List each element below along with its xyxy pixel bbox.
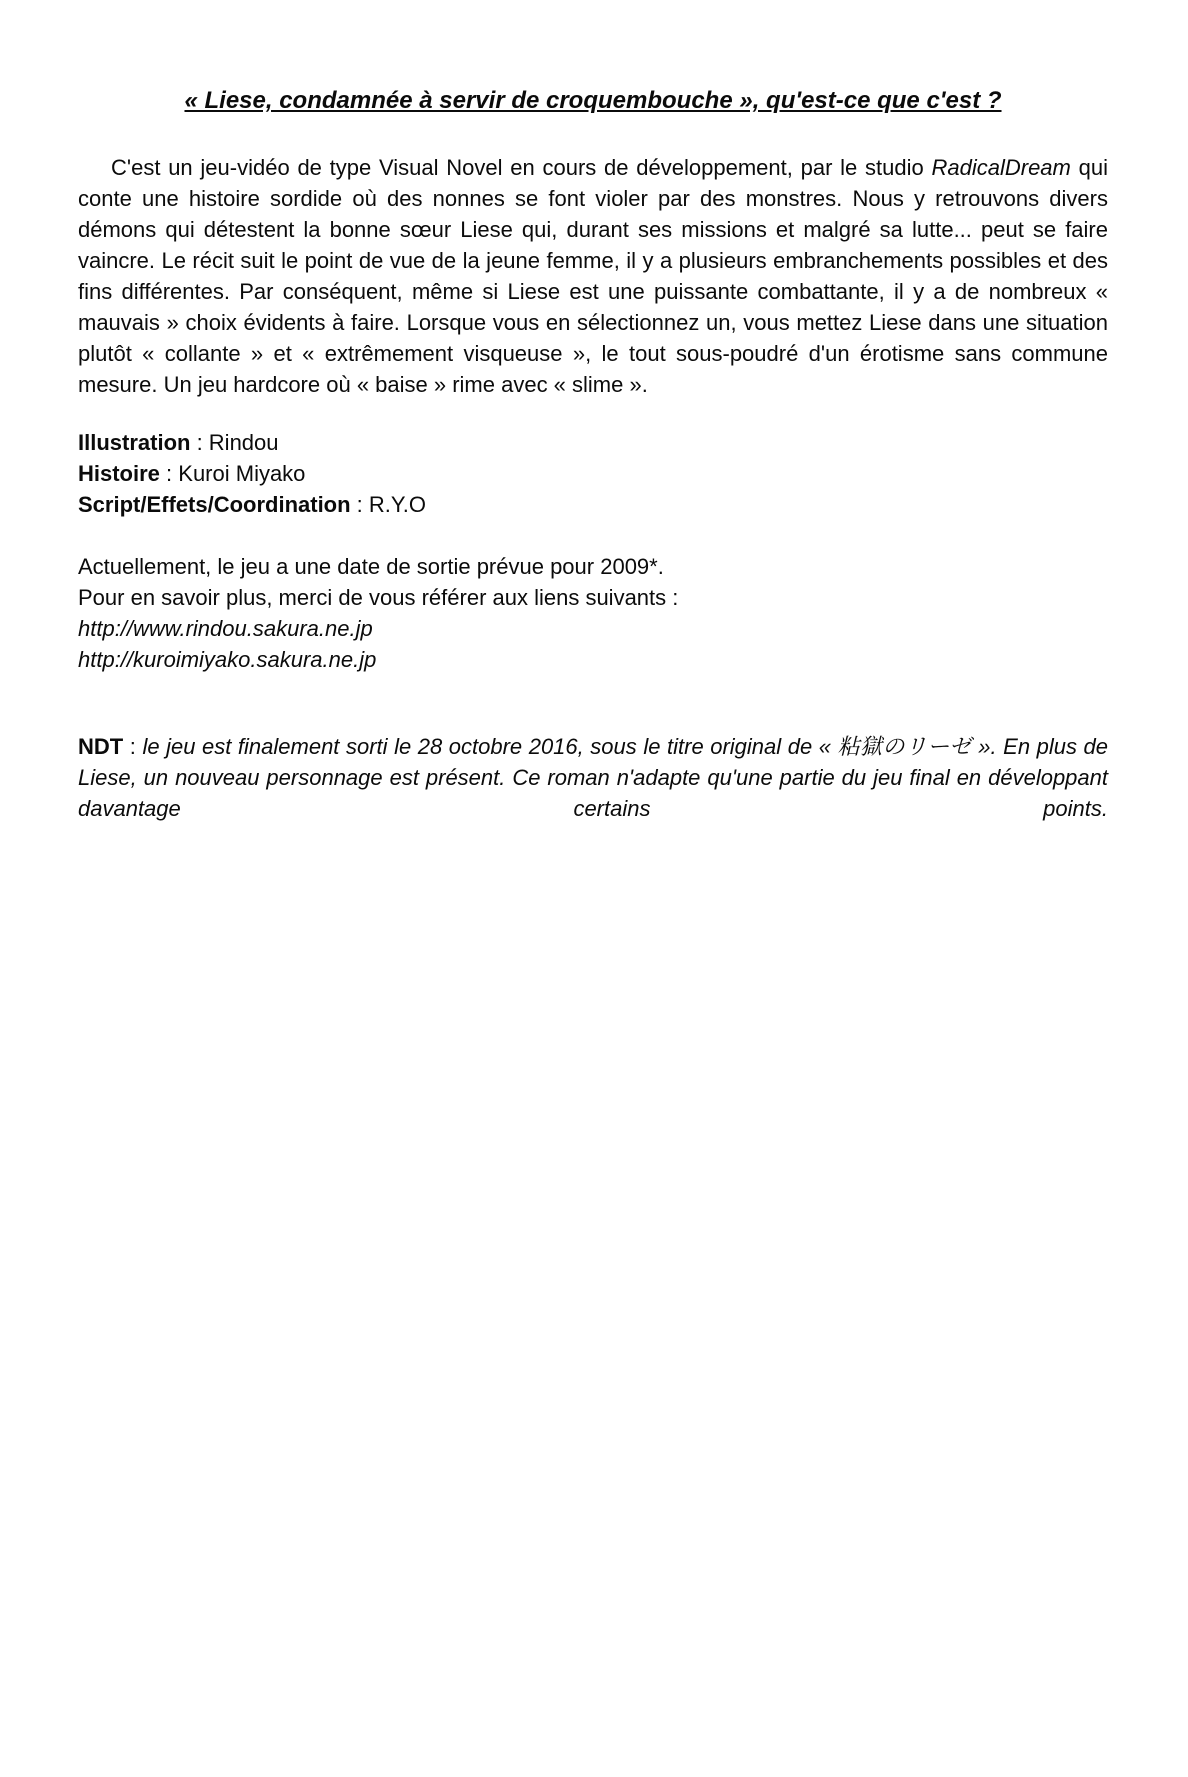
translator-note-label: NDT (78, 734, 124, 759)
document-title: « Liese, condamnée à servir de croquembouche », qu'est-ce que c'est ? (184, 87, 1002, 114)
credit-label-illustration: Illustration (78, 430, 191, 455)
studio-name: RadicalDream (931, 155, 1071, 180)
url-link-kuroimiyako[interactable]: http://kuroimiyako.sakura.ne.jp (78, 647, 377, 672)
intro-paragraph (78, 152, 1108, 400)
credit-label-script: Script/Effets/Coordination (78, 492, 351, 517)
credit-value-script: R.Y.O (368, 492, 426, 517)
more-info-line: Pour en savoir plus, merci de vous référer aux liens suivants : (78, 585, 679, 610)
credits-block (78, 427, 1108, 520)
credit-value-histoire: Kuroi Miyako (178, 461, 306, 486)
translator-note-separator: : (123, 734, 143, 759)
credit-separator: : (159, 461, 179, 486)
credit-line-script (78, 489, 1108, 520)
release-info-block (78, 551, 1108, 675)
url-link-rindou[interactable]: http://www.rindou.sakura.ne.jp (78, 616, 373, 641)
translator-note-paragraph (78, 731, 1108, 824)
credit-separator: : (190, 430, 209, 455)
intro-text-before-studio: C'est un jeu-vidéo de type Visual Novel en cours de développement, par le studio (111, 155, 932, 180)
intro-text-after-studio: qui conte une histoire sordide où des nonnes se font violer par des monstres. Nous y retrouvons divers démons qui détestent la bonne sœur Liese qui, durant ses missions et malgré sa lutte... peut se faire vaincre. Le récit suit le point de vue de la jeune femme, il y a plusieurs embranchements possibles et des fins différentes. Par conséquent, même si Liese est une puissante combattante, il y a de nombreux « mauvais » choix évidents à faire. Lorsque vous en sélectionnez un, vous mettez Liese dans une situation plutôt « collante » et « extrêmement visqueuse », le tout sous-poudré d'un érotisme sans commune mesure. Un jeu hardcore où « baise » rime avec « slime ». (78, 155, 1108, 397)
translator-note-text: le jeu est finalement sorti le 28 octobre 2016, sous le titre original de « 粘獄のリーゼ ». En plus de Liese, un nouveau personnage est présent. Ce roman n'adapte qu'une partie du jeu final en développant davantage certains points. (78, 734, 1108, 821)
credit-line-histoire (78, 458, 1108, 489)
credit-label-histoire: Histoire (78, 461, 160, 486)
release-date-line: Actuellement, le jeu a une date de sortie prévue pour 2009*. (78, 554, 664, 579)
credit-separator: : (350, 492, 369, 517)
credit-value-illustration: Rindou (208, 430, 279, 455)
credit-line-illustration (78, 427, 1108, 458)
